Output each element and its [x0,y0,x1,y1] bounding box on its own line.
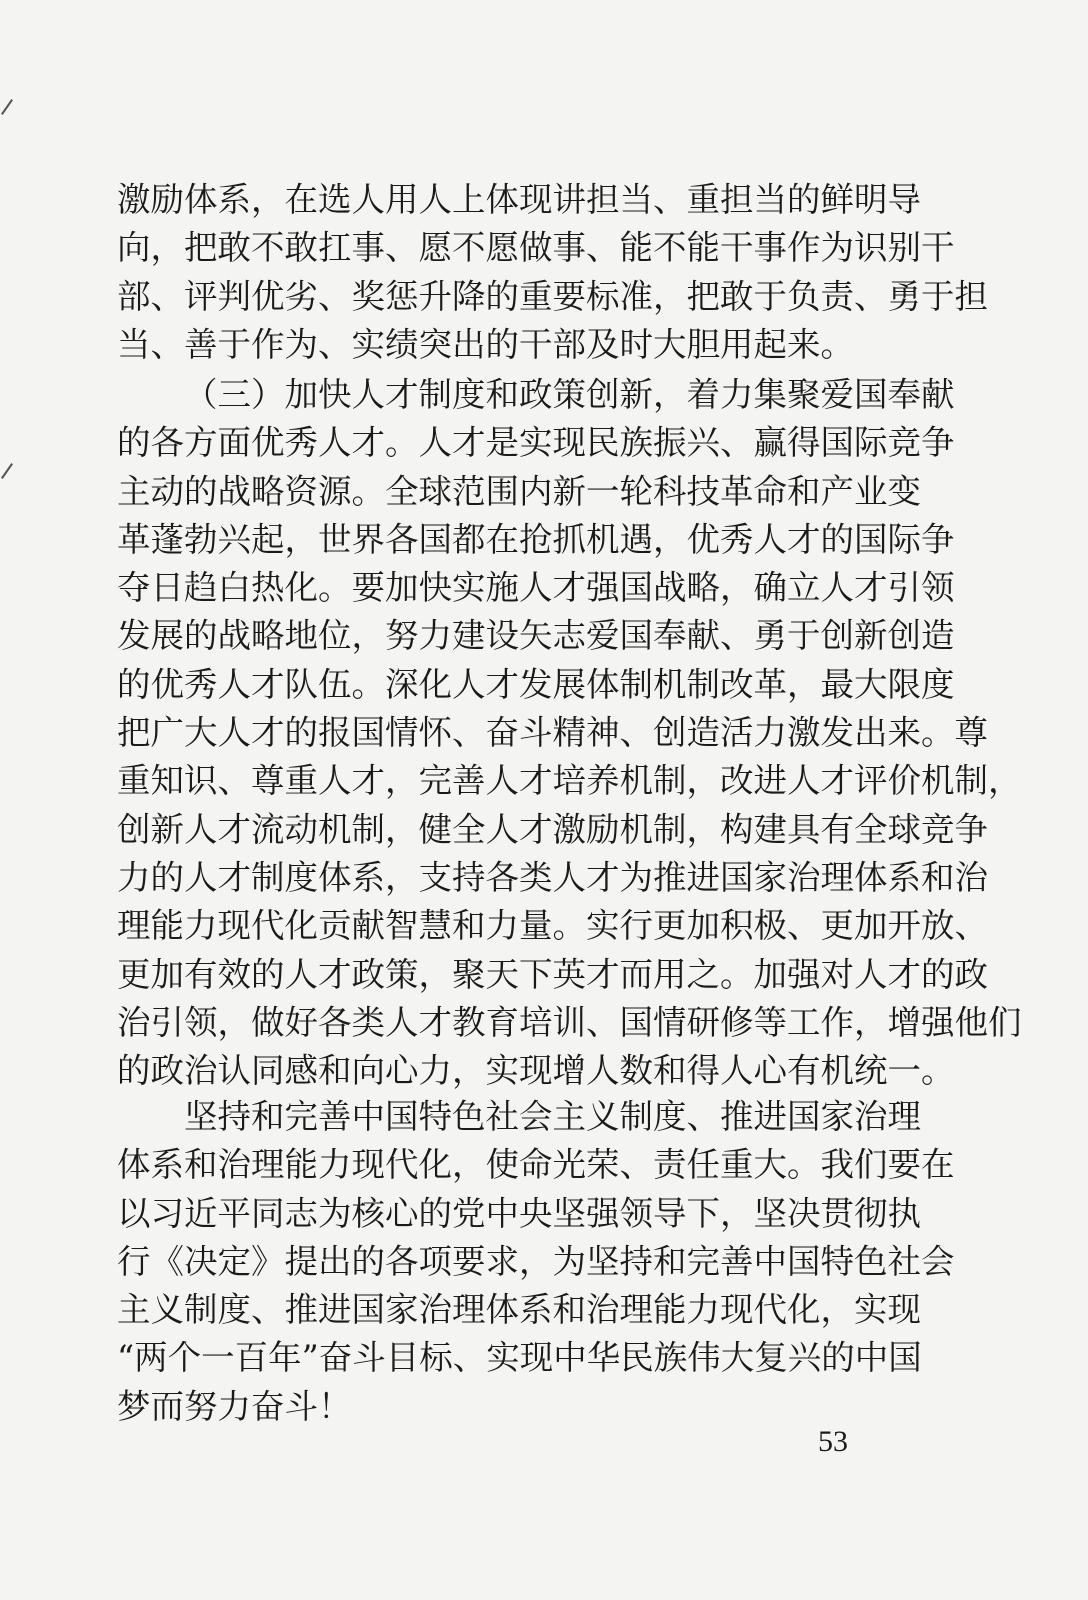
text-line: 力的人才制度体系，支持各类人才为推进国家治理体系和治 [117,857,988,897]
text-line: 主动的战略资源。全球范围内新一轮科技革命和产业变 [117,471,921,511]
scan-edge-mark [1,463,13,479]
text-line: 的各方面优秀人才。人才是实现民族振兴、赢得国际竞争 [117,423,955,463]
section-heading-line: （三）加快人才制度和政策创新，着力集聚爱国奉献 [184,375,955,414]
text-line: 行《决定》提出的各项要求，为坚持和完善中国特色社会 [117,1241,955,1281]
text-line: 发展的战略地位，努力建设矢志爱国奉献、勇于创新创造 [117,616,955,656]
text-line: 向，把敢不敢扛事、愿不愿做事、能不能干事作为识别干 [117,228,955,268]
text-line: 的政治认同感和向心力，实现增人数和得人心有机统一。 [117,1051,955,1091]
text-line: 的优秀人才队伍。深化人才发展体制机制改革，最大限度 [117,664,955,704]
text-line: 更加有效的人才政策，聚天下英才而用之。加强对人才的政 [117,954,988,994]
text-line: 创新人才流动机制，健全人才激励机制，构建具有全球竞争 [117,809,988,849]
text-line: 主义制度、推进国家治理体系和治理能力现代化，实现 [117,1290,921,1330]
text-line: 治引领，做好各类人才教育培训、国情研修等工作，增强他们 [117,1002,1022,1042]
text-line: 部、评判优劣、奖惩升降的重要标准，把敢于负责、勇于担 [117,276,988,316]
text-line: 理能力现代化贡献智慧和力量。实行更加积极、更加开放、 [117,906,988,946]
text-line: 梦而努力奋斗！ [117,1386,352,1426]
paragraph-2 [117,371,1022,1095]
text-line: 以习近平同志为核心的党中央坚强领导下，坚决贯彻执 [117,1193,921,1233]
text-line: “两个一百年”奋斗目标、实现中华民族伟大复兴的中国 [117,1338,922,1378]
text-line: 当、善于作为、实绩突出的干部及时大胆用起来。 [117,324,854,364]
scan-edge-mark [1,99,13,115]
text-line: 激励体系，在选人用人上体现讲担当、重担当的鲜明导 [117,180,921,219]
paragraph-3 [117,1093,955,1431]
paragraph-1 [117,176,988,369]
text-line: 坚持和完善中国特色社会主义制度、推进国家治理 [184,1097,921,1136]
page-number: 53 [818,1425,848,1458]
text-line: 重知识、尊重人才，完善人才培养机制，改进人才评价机制， [117,761,1022,801]
text-line: 把广大人才的报国情怀、奋斗精神、创造活力激发出来。尊 [117,713,988,753]
text-line: 体系和治理能力现代化，使命光荣、责任重大。我们要在 [117,1145,955,1185]
text-line: 夺日趋白热化。要加快实施人才强国战略，确立人才引领 [117,568,955,608]
text-line: 革蓬勃兴起，世界各国都在抢抓机遇，优秀人才的国际争 [117,519,955,559]
